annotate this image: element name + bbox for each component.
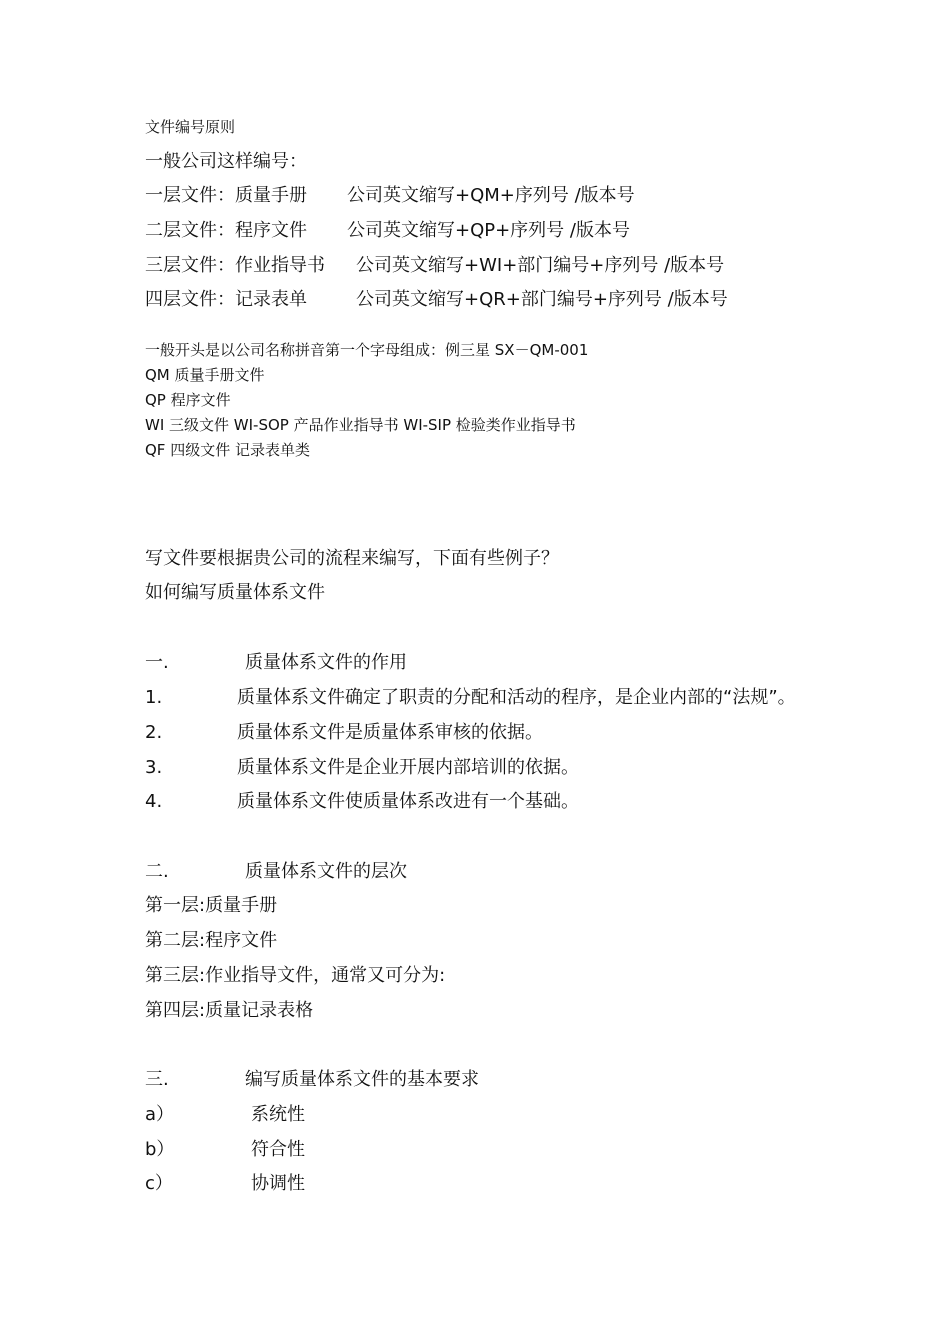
how-to-heading: 如何编写质量体系文件 — [145, 582, 325, 603]
list-item-text: 质量体系文件使质量体系改进有一个基础。 — [237, 791, 579, 812]
requirement-label: c） — [145, 1173, 173, 1194]
level-3-rule: 公司英文缩写+WI+部门编号+序列号 /版本号 — [356, 255, 725, 276]
write-note: 写文件要根据贵公司的流程来编写，下面有些例子？ — [145, 548, 559, 569]
section-1-number: 一. — [145, 652, 169, 673]
layer-item: 第一层:质量手册 — [145, 895, 278, 916]
document-title: 文件编号原则 — [145, 118, 236, 136]
prefix-note: 一般开头是以公司名称拼音第一个字母组成：例三星 SX－QM-001 — [145, 341, 589, 359]
list-item-number: 1. — [145, 687, 163, 708]
list-item-text: 质量体系文件是质量体系审核的依据。 — [237, 722, 543, 743]
section-3-number: 三. — [145, 1069, 169, 1090]
requirement-label: b） — [145, 1139, 175, 1160]
intro-line: 一般公司这样编号： — [145, 151, 307, 172]
level-4-label: 四层文件：记录表单 — [145, 289, 307, 310]
list-item-text: 质量体系文件确定了职责的分配和活动的程序，是企业内部的“法规”。 — [237, 687, 796, 708]
prefix-note: QP 程序文件 — [145, 391, 231, 409]
level-3-label: 三层文件：作业指导书 — [145, 255, 325, 276]
layer-item: 第二层:程序文件 — [145, 930, 278, 951]
section-3-heading: 编写质量体系文件的基本要求 — [245, 1069, 479, 1090]
prefix-note: QF 四级文件 记录表单类 — [145, 441, 310, 459]
level-1-rule: 公司英文缩写+QM+序列号 /版本号 — [347, 185, 635, 206]
list-item-number: 2. — [145, 722, 163, 743]
section-2-heading: 质量体系文件的层次 — [245, 861, 407, 882]
level-1-label: 一层文件：质量手册 — [145, 185, 307, 206]
level-2-label: 二层文件：程序文件 — [145, 220, 307, 241]
list-item-number: 3. — [145, 757, 163, 778]
prefix-note: QM 质量手册文件 — [145, 366, 265, 384]
layer-item: 第四层:质量记录表格 — [145, 1000, 314, 1021]
requirement-label: a） — [145, 1104, 175, 1125]
list-item-text: 质量体系文件是企业开展内部培训的依据。 — [237, 757, 579, 778]
section-2-number: 二. — [145, 861, 169, 882]
section-1-heading: 质量体系文件的作用 — [245, 652, 407, 673]
prefix-note: WI 三级文件 WI-SOP 产品作业指导书 WI-SIP 检验类作业指导书 — [145, 416, 576, 434]
list-item-number: 4. — [145, 791, 163, 812]
layer-item: 第三层:作业指导文件，通常又可分为: — [145, 965, 446, 986]
level-2-rule: 公司英文缩写+QP+序列号 /版本号 — [347, 220, 630, 241]
requirement-text: 符合性 — [251, 1139, 305, 1160]
level-4-rule: 公司英文缩写+QR+部门编号+序列号 /版本号 — [356, 289, 728, 310]
requirement-text: 系统性 — [251, 1104, 305, 1125]
requirement-text: 协调性 — [251, 1173, 305, 1194]
